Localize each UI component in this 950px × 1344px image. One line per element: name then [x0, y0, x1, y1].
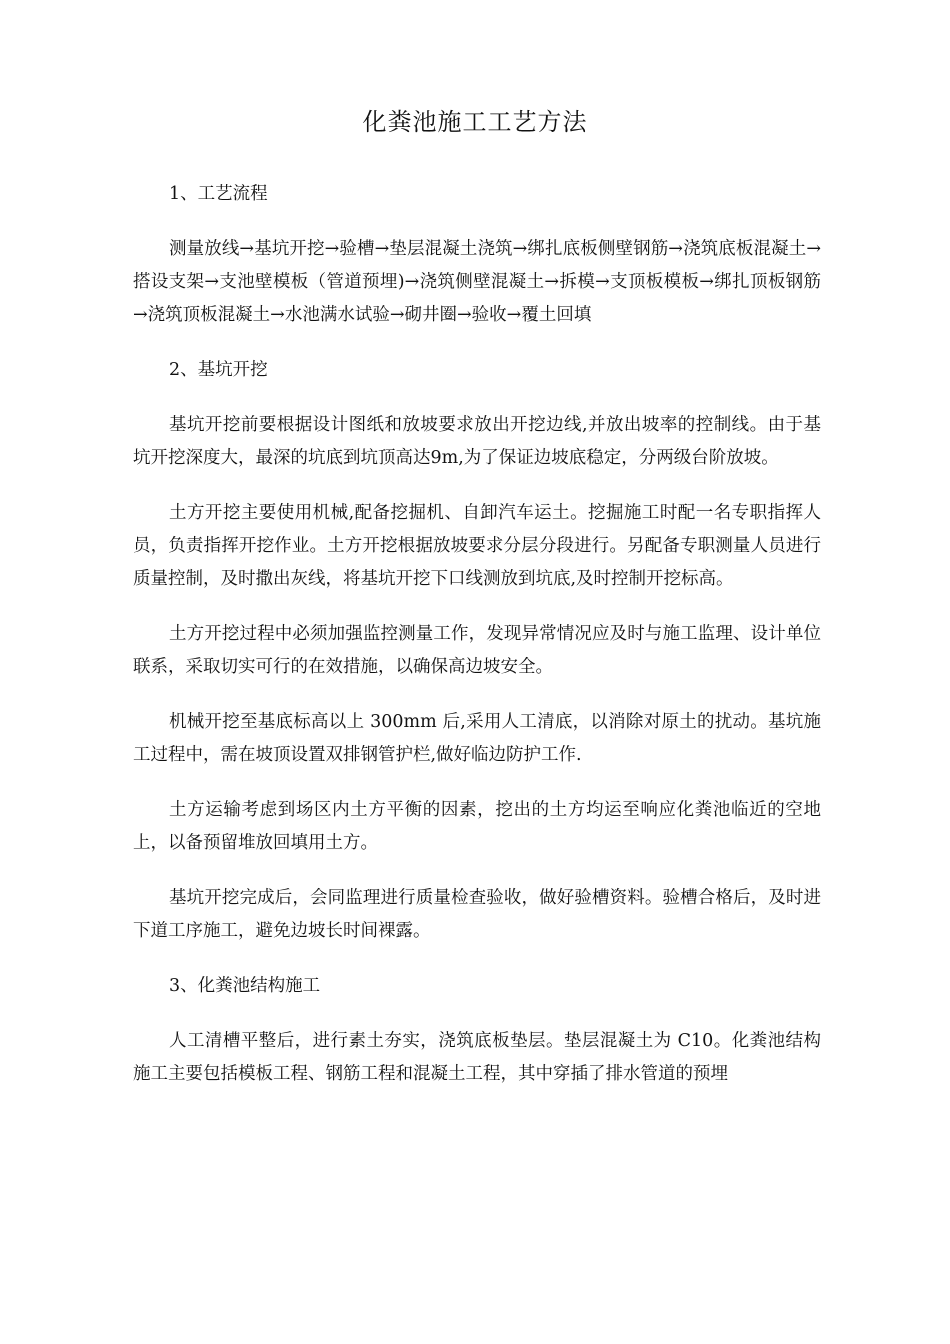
paragraph-excavation-4: 机械开挖至基底标高以上 300mm 后,采用人工清底，以消除对原土的扰动。基坑施工过程中，需在坡顶设置双排钢管护栏,做好临边防护工作.: [133, 712, 821, 765]
document-title: 化粪池施工工艺方法: [362, 108, 588, 136]
paragraph-excavation-5: 土方运输考虑到场区内土方平衡的因素，挖出的土方均运至响应化粪池临近的空地上，以备预留堆放回填用土方。: [133, 800, 821, 853]
paragraph-excavation-1: 基坑开挖前要根据设计图纸和放坡要求放出开挖边线,并放出坡率的控制线。由于基坑开挖深度大，最深的坑底到坑顶高达9m,为了保证边坡底稳定，分两级台阶放坡。: [133, 415, 821, 468]
section-heading-process: 1、工艺流程: [169, 184, 268, 204]
paragraph-excavation-6: 基坑开挖完成后，会同监理进行质量检查验收，做好验槽资料。验槽合格后，及时进下道工序施工，避免边坡长时间裸露。: [133, 888, 821, 941]
section-heading-excavation: 2、基坑开挖: [169, 360, 268, 380]
paragraph-process-flow: 测量放线→基坑开挖→验槽→垫层混凝土浇筑→绑扎底板侧壁钢筋→浇筑底板混凝土→搭设支架→支池壁模板（管道预埋)→浇筑侧壁混凝土→拆模→支顶板模板→绑扎顶板钢筋→浇筑顶板混凝土→水池满水试验→砌井圈→验收→覆土回填: [133, 239, 821, 325]
paragraph-structure-1: 人工清槽平整后，进行素土夯实，浇筑底板垫层。垫层混凝土为 C10。化粪池结构施工主要包括模板工程、钢筋工程和混凝土工程，其中穿插了排水管道的预埋: [133, 1031, 821, 1084]
section-heading-structure: 3、化粪池结构施工: [169, 976, 321, 996]
paragraph-excavation-2: 土方开挖主要使用机械,配备挖掘机、自卸汽车运土。挖掘施工时配一名专职指挥人员，负责指挥开挖作业。土方开挖根据放坡要求分层分段进行。另配备专职测量人员进行质量控制，及时撒出灰线，将基坑开挖下口线测放到坑底,及时控制开挖标高。: [133, 503, 821, 589]
document-body: [133, 178, 821, 1113]
paragraph-excavation-3: 土方开挖过程中必须加强监控测量工作，发现异常情况应及时与施工监理、设计单位联系，采取切实可行的在效措施，以确保高边坡安全。: [133, 624, 821, 677]
